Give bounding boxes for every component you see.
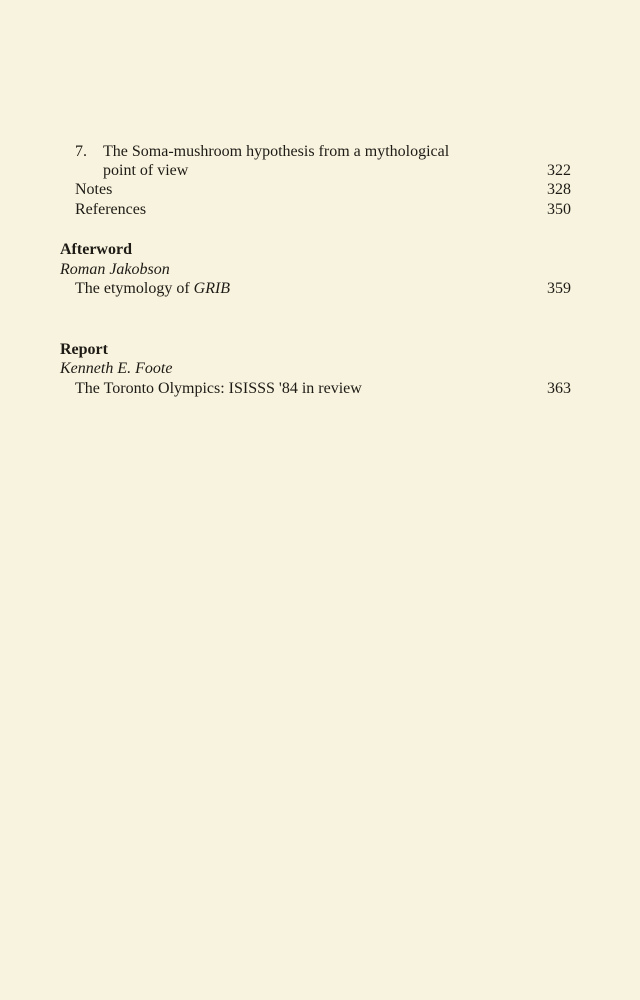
section-heading: Report [60, 341, 108, 358]
entry-number: 7. [75, 143, 87, 160]
title-italic: GRIB [193, 280, 231, 297]
entry-title-line1: The Soma-mushroom hypothesis from a mythological [103, 143, 450, 160]
section-heading: Afterword [60, 241, 132, 258]
entry-title [75, 279, 230, 299]
page-number: 328 [547, 181, 571, 198]
page-number: 322 [547, 162, 571, 179]
page-number: 359 [547, 280, 571, 297]
entry-title: Notes [75, 181, 113, 198]
page-number: 350 [547, 201, 571, 218]
author: Kenneth E. Foote [60, 360, 173, 377]
title-text: The etymology of [75, 280, 194, 297]
page-number: 363 [547, 380, 571, 397]
author: Roman Jakobson [60, 261, 170, 278]
entry-title: The Toronto Olympics: ISISSS '84 in review [75, 380, 362, 397]
entry-title-line2: point of view [103, 162, 189, 179]
entry-title: References [75, 201, 147, 218]
